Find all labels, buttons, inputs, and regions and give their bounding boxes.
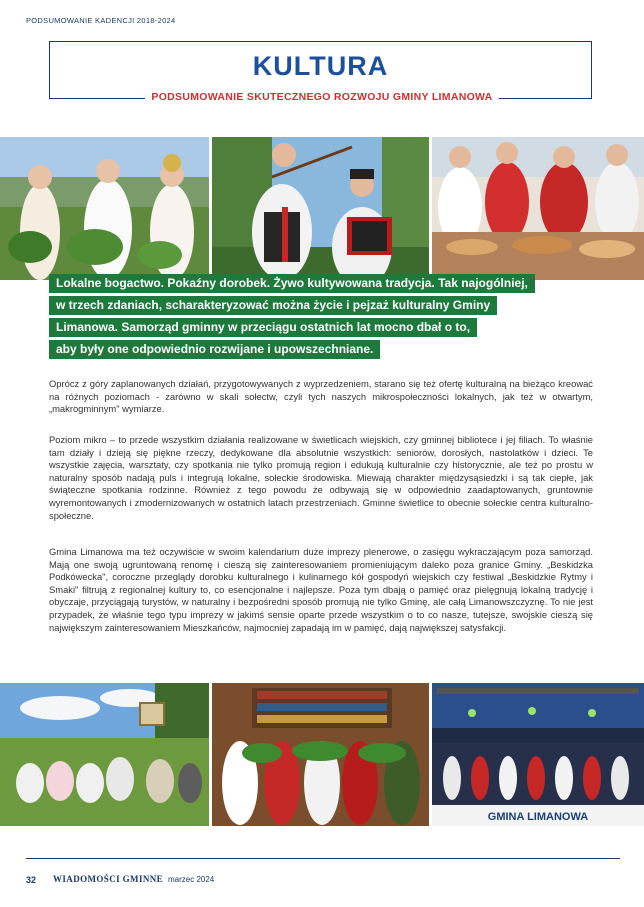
photo-women-food-table	[432, 137, 644, 280]
issue-date: marzec 2024	[168, 875, 215, 884]
photo-women-in-library	[212, 683, 429, 826]
page-subtitle-text: PODSUMOWANIE SKUTECZNEGO ROZWOJU GMINY LIMANOWA	[145, 91, 498, 103]
photo-group-in-meadow	[0, 683, 209, 826]
page-subtitle	[0, 91, 644, 103]
body-paragraph-text: Poziom mikro – to przede wszystkim działania realizowane w świetlicach wiejskich, czy gminnej bibliotece i jej filiach. To właśnie tam działy i dzieją się piękne rzeczy, dedykowane dla absolutnie wszystkich: seniorów, dorosłych, nastolatków i dzieci. Te wszystkie zajęcia, warsztaty, czy spotkania nie tylko promują region i edukują kulturalnie czy historycznie, ale też po prostu w naturalny sposób nadają puls i integrują lokalne, sołeckie środowiska. Miewają charakter międzysąsiedzki i są tak ciepłe, jak świąteczne spotkania rodzinne. Również z tego powodu że odbywają się w odpowiednio zaadaptowanych, gruntownie wyremontowanych i zmodernizowanych w ostatnich latach przestrzeniach. Gminne świetlice to obecnie sołeckie centra kulturalno-społeczne.	[49, 434, 593, 521]
stage-banner-text: GMINA LIMANOWA	[487, 811, 589, 823]
body-paragraph-text: Oprócz z góry zaplanowanych działań, przygotowywanych z wyprzedzeniem, starano się też ofertę kulturalną na bieżąco kreować na różnych poziomach - zarówno w skali sołectw, czyli tych naszych mikrospołeczności lokalnych, jak też w otwartym, „makrogminnym" wymiarze.	[49, 378, 593, 415]
lead-line: Limanowa. Samorząd gminny w przeciągu ostatnich lat mocno dbał o to,	[49, 318, 477, 337]
photo-musicians-violin-accordion	[212, 137, 429, 280]
section-label: PODSUMOWANIE KADENCJI 2018-2024	[26, 16, 176, 25]
page-number: 32	[26, 875, 37, 885]
publication-name: WIADOMOŚCI GMINNE	[53, 874, 164, 884]
footer-divider	[26, 858, 620, 859]
body-paragraph-text: Gmina Limanowa ma też oczywiście w swoim kalendarium duże imprezy plenerowe, o zasięgu wykraczającym poza samorząd. Mają one swoją ugruntowaną renomę i cieszą się zainteresowaniem promieniującym daleko poza granice Gminy. „Beskidzka Podkówecka", coroczne przeglądy dorobku kulturalnego i kulinarnego kół gospodyń wiejskich czy festiwal „Beskidzkie Rytmy i Smaki" filtrują z regionalnej kultury to, co esencjonalne i najlepsze. Poza tym dbają o pamięć oraz pielęgnują lokalną tradycję i obyczaje, przyciągają turystów, w naturalny i bezpośredni sposób promują nie tylko Gminę, ale całą Limanowszczyznę. To nie jest przypadek, że właśnie tego typu imprezy w jakimś sensie oparte przede wszystkim o to co nasze, tutejsze, swojskie cieszą się największym zainteresowaniem Mieszkańców, najmocniej zapadają im w pamięć, dają największej satysfakcji.	[49, 546, 593, 633]
page-title: KULTURA	[252, 51, 389, 81]
photo-women-with-herbs	[0, 137, 209, 280]
body-paragraph	[49, 434, 593, 522]
body-paragraph	[49, 378, 593, 416]
lead-line: Lokalne bogactwo. Pokaźny dorobek. Żywo kultywowana tradycja. Tak najogólniej,	[49, 274, 535, 293]
lead-line: aby były one odpowiednio rozwijane i upowszechniane.	[49, 340, 380, 359]
body-paragraph	[49, 546, 593, 634]
lead-line: w trzech zdaniach, scharakteryzować można życie i pejzaż kulturalny Gminy	[49, 296, 497, 315]
photo-stage-performance	[432, 683, 644, 826]
